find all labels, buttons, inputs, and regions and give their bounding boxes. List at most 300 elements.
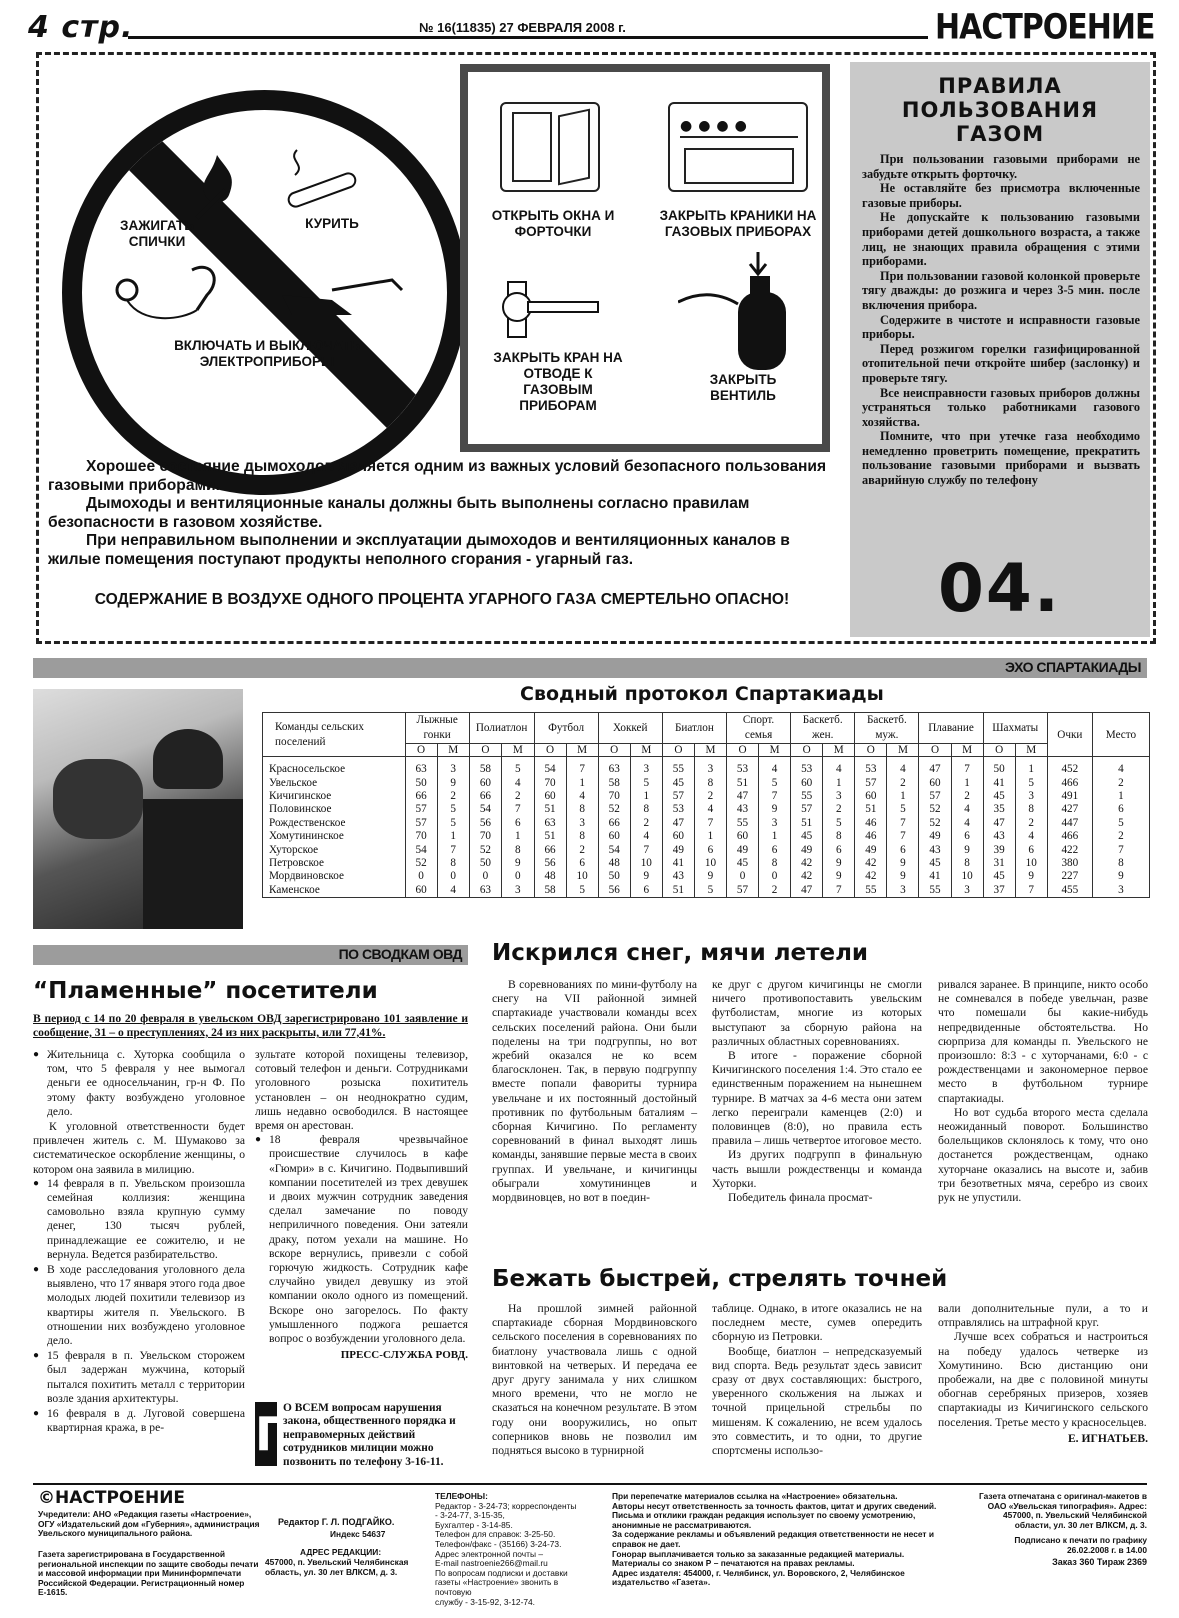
table-cell: 5 [630,777,662,790]
table-row [263,857,1150,870]
table-cell: 7 [887,830,919,843]
table-cell: 53 [726,757,758,777]
spartakiada-table [262,712,1150,898]
table-cell: 9 [502,857,534,870]
table-cell: 49 [791,844,823,857]
table-cell: 466 [1047,777,1092,790]
table-cell: 3 [1092,884,1149,898]
section-band-title: ЭХО СПАРТАКИАДЫ [1005,659,1141,675]
table-cell: 49 [726,844,758,857]
table-cell: 1 [630,790,662,803]
table-cell: 48 [598,857,630,870]
table-cell: 427 [1047,803,1092,816]
emergency-phone: 04. [938,550,1061,627]
phone-line: Адрес электронной почты – [435,1548,543,1559]
col-header: Хоккей [598,713,662,744]
sub-header-cell: О [726,744,758,757]
table-cell: 8 [630,803,662,816]
table-cell: 66 [405,790,437,803]
team-name-cell: Рождественское [263,817,406,830]
table-cell: 7 [951,757,983,777]
table-cell: 5 [887,803,919,816]
label-matches: ЗАЖИГАТЬ СПИЧКИ [120,218,194,249]
table-cell: 3 [630,757,662,777]
sub-header-cell: О [598,744,630,757]
table-cell: 452 [1047,757,1092,777]
page-number: 4 стр. [28,10,134,45]
gas-cylinder-icon [678,252,808,372]
phones-heading: ТЕЛЕФОНЫ: [435,1491,488,1501]
label-windows: ОТКРЫТЬ ОКНА И ФОРТОЧКИ [491,208,615,239]
table-cell: 48 [534,870,566,883]
table-cell: 8 [566,830,598,843]
carbon-monoxide-warning: СОДЕРЖАНИЕ В ВОЗДУХЕ ОДНОГО ПРОЦЕНТА УГАРНОГО ГАЗА СМЕРТЕЛЬНО ОПАСНО! [94,591,790,608]
table-cell: 51 [726,777,758,790]
biathlon-column-3 [938,1302,1148,1446]
table-cell: 6 [951,830,983,843]
table-cell: 4 [502,777,534,790]
table-cell: 60 [855,790,887,803]
footer-index: Индекс 54637 [330,1529,386,1539]
rule: Не оставляйте без присмотра включенные газовые приборы. [862,181,1140,210]
rule: Содержите в чистоте и исправности газовые приборы. [862,312,1140,342]
ovd-column-1 [33,1048,245,1436]
paragraph: вали дополнительные пули, а то и отправлялись на штрафной круг. [938,1302,1148,1330]
col-header: Лыжные гонки [405,713,469,744]
paragraph: ривался заранее. В принципе, никто особо не сомневался в победе увельчан, разве что помешали бы какие-нибудь непредвиденные обстоятельства. Но сюрприза для команды п. Увельского не произошло: 8:3 - с хуторчанами, 6:0 - с рождественцами и закономерное первое место в футбольном турнире спартакиады. [938,978,1148,1105]
table-cell: 52 [469,844,501,857]
table-cell: 2 [951,790,983,803]
table-cell: 50 [405,777,437,790]
rule: Перед розжигом горелки газифицированной отопительной печи откройте шибер (заслонку) и проверьте тягу. [862,341,1140,385]
table-cell: 4 [437,884,469,898]
gas-rules-box [850,62,1150,637]
table-cell: 7 [566,757,598,777]
col-header: Место [1092,713,1149,757]
table-row [263,884,1150,898]
table-cell: 55 [726,817,758,830]
order-info: Заказ 360 Тираж 2369 [1052,1556,1147,1567]
rule: Все неисправности газовых приборов должны устраняться только работниками газового хозяйства. [862,385,1140,429]
table-cell: 0 [437,870,469,883]
note-line: Гонорар выплачивается только за заказанные редакцией материалы. [612,1548,905,1559]
table-cell: 2 [1015,817,1047,830]
table-cell: 6 [1092,803,1149,816]
table-cell: 8 [1092,857,1149,870]
table-cell: 45 [983,870,1015,883]
note-line: Материалы со знаком Р – печатаются на правах рекламы. [612,1558,855,1569]
table-cell: 7 [437,844,469,857]
table-cell: 227 [1047,870,1092,883]
footer-rule [33,1483,1147,1485]
table-cell: 5 [566,884,598,898]
table-cell: 4 [951,817,983,830]
col-header: Команды сельских поселений [263,713,406,757]
prohibition-circle [62,90,467,495]
table-cell: 66 [534,844,566,857]
table-cell: 55 [662,757,694,777]
table-cell: 58 [598,777,630,790]
table-cell: 60 [662,830,694,843]
table-cell: 60 [598,830,630,843]
table-cell: 60 [534,790,566,803]
table-cell: 466 [1047,830,1092,843]
table-cell: 56 [534,857,566,870]
phone-line: газеты «Настроение» звонить в почтовую [435,1577,559,1597]
table-cell: 46 [855,830,887,843]
table-cell: 43 [662,870,694,883]
table-cell: 5 [823,817,855,830]
table-cell: 66 [598,817,630,830]
table-cell: 37 [983,884,1015,898]
table-row [263,757,1150,777]
table-cell: 47 [919,757,951,777]
team-name-cell: Хомутининское [263,830,406,843]
table-cell: 7 [823,884,855,898]
rule: При пользовании газовыми приборами не забудьте открыть форточку. [862,152,1140,181]
ovd-contact-box [255,1402,468,1472]
phone-line: Редактор - 3-24-73; корреспонденты [435,1500,577,1511]
table-cell: 6 [823,844,855,857]
rule: Помните, что при утечке газа необходимо немедленно проветрить помещение, прекратить пользование газовыми приборами и вызвать аварийную службу по телефону [862,429,1140,488]
table-cell: 7 [630,844,662,857]
table-cell: 45 [726,857,758,870]
table-cell: 447 [1047,817,1092,830]
section-band [33,945,468,965]
table-cell: 47 [983,817,1015,830]
table-cell: 52 [919,817,951,830]
table-cell: 2 [630,817,662,830]
table-cell: 53 [662,803,694,816]
table-cell: 9 [437,777,469,790]
table-cell: 7 [887,817,919,830]
table-cell: 10 [566,870,598,883]
table-cell: 10 [1015,857,1047,870]
sub-header-cell: О [855,744,887,757]
paragraph: Хорошее состояние дымоходов является одним из важных условий безопасного пользования газовыми приборами. [48,458,827,494]
table-cell: 51 [791,817,823,830]
table-cell: 6 [630,884,662,898]
table-cell: 47 [791,884,823,898]
printing-info: Газета отпечатана с оригинал-макетов в ОАО «Увельская типография». Адрес: 457000, п. Увельский Челябинской области, ул. 30 лет ВЛКСМ, д. 3. [979,1491,1147,1530]
table-row [263,777,1150,790]
table-cell: 6 [694,844,726,857]
table-cell: 52 [919,803,951,816]
col-header: Полиатлон [469,713,534,744]
table-cell: 8 [502,844,534,857]
table-cell: 57 [726,884,758,898]
footer-printing [972,1492,1147,1567]
phone-line: Бухгалтер - 3-14-85. [435,1519,513,1530]
label-smoke: КУРИТЬ [305,216,359,231]
ovd-item: ● 16 февраля в д. Луговой совершена квартирная кража, в ре- [33,1407,245,1435]
table-cell: 3 [887,884,919,898]
table-cell: 3 [823,790,855,803]
table-cell: 0 [405,870,437,883]
section-band [33,658,1147,678]
table-cell: 31 [983,857,1015,870]
table-cell: 54 [469,803,501,816]
table-cell: 4 [1015,830,1047,843]
team-name-cell: Хуторское [263,844,406,857]
table-cell: 56 [598,884,630,898]
footer-registration: Газета зарегистрирована в Государственной региональной инспекции по защите свободы печати и массовой информации при Мининформпечати Российской Федерации. Регистрационный номер Е-1615. [38,1549,259,1598]
table-row [263,870,1150,883]
table-cell: 455 [1047,884,1092,898]
table-cell: 50 [983,757,1015,777]
team-name-cell: Половинское [263,803,406,816]
label-electric: ВКЛЮЧАТЬ И ВЫКЛЮЧАТЬ ЭЛЕКТРОПРИБОРЫ [174,338,360,369]
note-line: Авторы несут ответственность за точность фактов, цитат и других сведений. [612,1500,937,1511]
team-name-cell: Каменское [263,884,406,898]
table-cell: 63 [469,884,501,898]
biathlon-author: Е. ИГНАТЬЕВ. [1067,1431,1148,1445]
table-cell: 57 [791,803,823,816]
table-cell: 8 [823,830,855,843]
table-cell: 55 [919,884,951,898]
sub-header-cell: О [469,744,501,757]
table-cell: 58 [534,884,566,898]
table-cell: 0 [469,870,501,883]
table-cell: 2 [1092,777,1149,790]
section-band-title: ПО СВОДКАМ ОВД [338,946,462,962]
sub-header-cell: М [1015,744,1047,757]
table-cell: 2 [1092,830,1149,843]
table-cell: 35 [983,803,1015,816]
table-cell: 43 [983,830,1015,843]
biathlon-headline: Бежать быстрей, стрелять точней [492,1266,948,1292]
ovd-contact-text: О ВСЕМ вопросам нарушения закона, общественного порядка и неправомерных действий сотрудников милиции можно позвонить по телефону 3-16-11. [283,1402,456,1468]
table-cell: 6 [1015,844,1047,857]
table-cell: 42 [855,870,887,883]
sub-header-cell: М [759,744,791,757]
rules-title: ПРАВИЛА ПОЛЬЗОВАНИЯ ГАЗОМ [901,74,1099,146]
ovd-item: К уголовной ответственности будет привлечен житель с. М. Шумаково за систематическое оскорбление женщины, о котором она заявила в милицию. [33,1120,245,1176]
table-row [263,844,1150,857]
table-cell: 9 [887,857,919,870]
table-cell: 51 [662,884,694,898]
table-cell: 2 [887,777,919,790]
table-cell: 70 [534,777,566,790]
table-cell: 57 [405,803,437,816]
paragraph: На прошлой зимней районной спартакиаде сборная Мордвиновского сельского поселения в соревнованиях по биатлону участвовала лишь с одной винтовкой на четверых. И передача ее друг другу занимала у них слишком много времени, что не могло не сказаться на конечном результате. В этом году они вооружились, но опыт соперников вновь не позволил им подняться высоко в турнирной [492,1302,697,1458]
label-valve: ЗАКРЫТЬ КРАН НА ОТВОДЕ К ГАЗОВЫМ ПРИБОРАМ [493,350,623,413]
window-icon [500,102,600,192]
phone-line: E-mail nastroenie266@mail.ru [435,1558,548,1569]
biathlon-column-2 [712,1302,922,1458]
ovd-item: ● Жительница с. Хуторка сообщила о том, что 5 февраля у нее вымогал деньги ее односельчанин, гр-н Ф. По этому факту возбуждено уголовное дело. [33,1048,245,1119]
table-cell: 42 [791,857,823,870]
table-cell: 41 [919,870,951,883]
table-cell: 1 [823,777,855,790]
table-cell: 7 [694,817,726,830]
table-cell: 6 [887,844,919,857]
label-taps: ЗАКРЫТЬ КРАНИКИ НА ГАЗОВЫХ ПРИБОРАХ [659,208,817,239]
table-cell: 41 [662,857,694,870]
table-cell: 53 [855,757,887,777]
table-cell: 49 [919,830,951,843]
rule: Не допускайте к пользованию газовыми приборами детей дошкольного возраста, а также лиц, не знающих правила обращения с этими приборами. [862,210,1140,269]
table-cell: 9 [951,844,983,857]
table-cell: 1 [566,777,598,790]
table-cell: 45 [983,790,1015,803]
table-cell: 54 [405,844,437,857]
sub-header-cell: М [437,744,469,757]
table-cell: 380 [1047,857,1092,870]
footer-notes [612,1492,957,1588]
ovd-item: ● В ходе расследования уголовного дела выявлено, что 17 января этого года двое молодых людей похитили телевизор из квартиры жителя п. Увельского. В отношении них возбуждено уголовное дело. [33,1263,245,1348]
sub-header-cell: М [502,744,534,757]
phone-line: службу - 3-15-92, 3-12-74. [435,1596,536,1607]
sub-header-cell: О [662,744,694,757]
table-cell: 9 [1015,870,1047,883]
paragraph: Но вот судьба второго места сделала неожиданный поворот. Большинство болельщиков склонялось к тому, что оно достанется рождественцам, однако хуторчане оказались на высоте и, забив три безответных мяча, серебро из своих рук не упустили. [938,1105,1148,1205]
table-cell: 52 [405,857,437,870]
table-cell: 4 [694,803,726,816]
table-cell: 1 [1015,757,1047,777]
table-cell: 57 [919,790,951,803]
table-cell: 1 [502,830,534,843]
table-cell: 57 [855,777,887,790]
col-header: Биатлон [662,713,726,744]
table-cell: 54 [598,844,630,857]
table-cell: 43 [919,844,951,857]
table-cell: 54 [534,757,566,777]
table-cell: 47 [726,790,758,803]
table-cell: 56 [469,817,501,830]
col-header: Футбол [534,713,598,744]
ovd-item: ● 18 февраля чрезвычайное происшествие случилось в кафе «Гюмри» в с. Кичигино. Подвыпивший компании посетителей из трех девушек и двоих мужчин сотрудник заведения сделал замечание по поводу неприличного поведения. Они затеяли драку, потом уехали на машине. Но вскоре вернулись, привезли с собой горючую жидкость. Сотрудник кафе случайно увидел девушку из этой компании около одного из помещений. Вскоре оно загорелось. По факту умышленного поджога решается вопрос о возбуждении уголовного дела. [255,1133,468,1346]
table-cell: 6 [566,857,598,870]
electric-appliances-icon [102,260,432,330]
table-cell: 49 [662,844,694,857]
table-cell: 66 [469,790,501,803]
col-header: Баскетб. жен. [791,713,855,744]
team-name-cell: Мордвиновское [263,870,406,883]
table-cell: 3 [951,884,983,898]
chimney-text [48,458,836,569]
col-header: Плавание [919,713,983,744]
hockey-photo [33,689,243,929]
sub-header-cell: О [983,744,1015,757]
footer-logo: ©НАСТРОЕНИЕ [38,1488,186,1508]
table-cell: 2 [502,790,534,803]
table-cell: 10 [694,857,726,870]
table-cell: 45 [791,830,823,843]
ovd-item: зультате которой похищены телевизор, сотовый телефон и деньги. Сотрудниками уголовного розыска похититель установлен – он неоднократно судим, лишь недавно освободился. В настоящее время он арестован. [255,1048,468,1133]
col-header: Очки [1047,713,1092,757]
table-cell: 52 [598,803,630,816]
note-line: Адрес издателя: 454000, г. Челябинск, ул. Воровского, 2, Челябинское издательство «Газета». [612,1567,905,1588]
snow-column-1 [492,978,697,1205]
actions-panel [460,64,830,452]
sub-header-cell: М [630,744,662,757]
table-cell: 5 [1015,777,1047,790]
table-cell: 7 [1092,844,1149,857]
table-row [263,790,1150,803]
table-cell: 8 [951,857,983,870]
table-cell: 42 [855,857,887,870]
stove-icon: ●●●● [668,102,808,192]
table-cell: 3 [437,757,469,777]
phone-line: По вопросам подписки и доставки [435,1567,568,1578]
paragraph: В итоге - поражение сборной Кичигинского поселения 1:4. Это стало ее единственным поражением на нынешнем турнире. В матчах за 4-6 места они затем легко переиграли каменцев (2:0) и половинцев (8:0), но правила есть правила – лишь четвертое итоговое место. [712,1049,922,1148]
table-cell: 2 [566,844,598,857]
table-row [263,830,1150,843]
label-ventil: ЗАКРЫТЬ ВЕНТИЛЬ [709,372,777,403]
table-cell: 8 [759,857,791,870]
table-cell: 9 [1092,870,1149,883]
table-cell: 2 [823,803,855,816]
paragraph: Из других подгрупп в финальную часть вышли рождественцы и команда Хуторки. [712,1148,922,1190]
table-cell: 51 [534,803,566,816]
col-header: Баскетб. муж. [855,713,919,744]
table-cell: 60 [469,777,501,790]
ovd-item: ● 14 февраля в п. Увельском произошла семейная коллизия: женщина самовольно взяла крупную сумму денег, 130 тысяч рублей, принадлежащие ее сожителю, и не вернула. Ведется разбирательство. [33,1177,245,1262]
rule: При пользовании газовой колонкой проверьте тягу дважды: до розжига и через 3-5 мин. после включения прибора. [862,268,1140,312]
sub-header-cell: М [694,744,726,757]
team-name-cell: Петровское [263,857,406,870]
valve-icon [498,272,608,342]
team-name-cell: Кичигинское [263,790,406,803]
table-cell: 51 [855,803,887,816]
table-cell: 9 [823,870,855,883]
table-cell: 8 [694,777,726,790]
table-cell: 8 [1015,803,1047,816]
table-cell: 63 [534,817,566,830]
table-cell: 3 [759,817,791,830]
footer-address: 457000, п. Увельский Челябинская область, ул. 30 лет ВЛКСМ, д. 3. [265,1557,409,1577]
sub-header-cell: О [919,744,951,757]
drop-cap: П [255,1402,277,1466]
sub-header-cell: О [791,744,823,757]
phones-list [435,1502,595,1608]
table-cell: 70 [405,830,437,843]
sub-header-cell: М [566,744,598,757]
table-cell: 4 [823,757,855,777]
table-cell: 63 [405,757,437,777]
table-cell: 45 [919,857,951,870]
cigarette-icon [277,145,367,215]
paragraph: Вообще, биатлон – непредсказуемый вид спорта. Ведь результат здесь зависит сразу от двух составляющих: быстрого, уверенного скольжения на лыжах и точной прицельной стрельбы по мишеням. К сожалению, не всем удалось это совместить, и то одни, то другие спортсмены использо- [712,1344,922,1458]
issue-info: № 16(11835) 27 ФЕВРАЛЯ 2008 г. [415,20,630,35]
paragraph: Лучше всех собраться и настроиться на победу удалось четверке из Хомутинино. Всю дистанцию они пробежали, на две с половиной минуты обогнав серебряных призеров, хозяев спартакиады из Кичигинского сельского поселения. Третье место у красносельцев. [938,1330,1148,1429]
table-cell: 5 [759,777,791,790]
ovd-headline: “Пламенные” посетители [33,978,378,1004]
table-cell: 9 [759,803,791,816]
col-header: Шахматы [983,713,1047,744]
sub-header-cell: М [887,744,919,757]
table-cell: 9 [887,870,919,883]
table-cell: 1 [951,777,983,790]
ovd-item: ● 15 февраля в п. Увельском сторожем был задержан мужчина, который пытался похитить металл с территории возле здания архитектуры. [33,1349,245,1406]
footer-address-heading: АДРЕС РЕДАКЦИИ: [300,1547,382,1557]
ovd-signature: ПРЕСС-СЛУЖБА РОВД. [340,1349,468,1362]
table-cell: 1 [759,830,791,843]
table-cell: 6 [502,817,534,830]
phone-line: - 3-24-77, 3-15-35, [435,1510,505,1521]
table-cell: 8 [566,803,598,816]
table-cell: 57 [662,790,694,803]
paragraph: При неправильном выполнении и эксплуатации дымоходов и вентиляционных каналов в жилые помещения поступают продукты неполного сгорания - угарный газ. [48,532,790,568]
table-title: Сводный протокол Спартакиады [520,683,884,705]
table-cell: 43 [726,803,758,816]
note-line: При перепечатке материалов ссылка на «Настроение» обязательна. [612,1491,898,1501]
table-cell: 4 [630,830,662,843]
table-cell: 70 [598,790,630,803]
table-cell: 3 [1015,790,1047,803]
table-cell: 5 [437,803,469,816]
